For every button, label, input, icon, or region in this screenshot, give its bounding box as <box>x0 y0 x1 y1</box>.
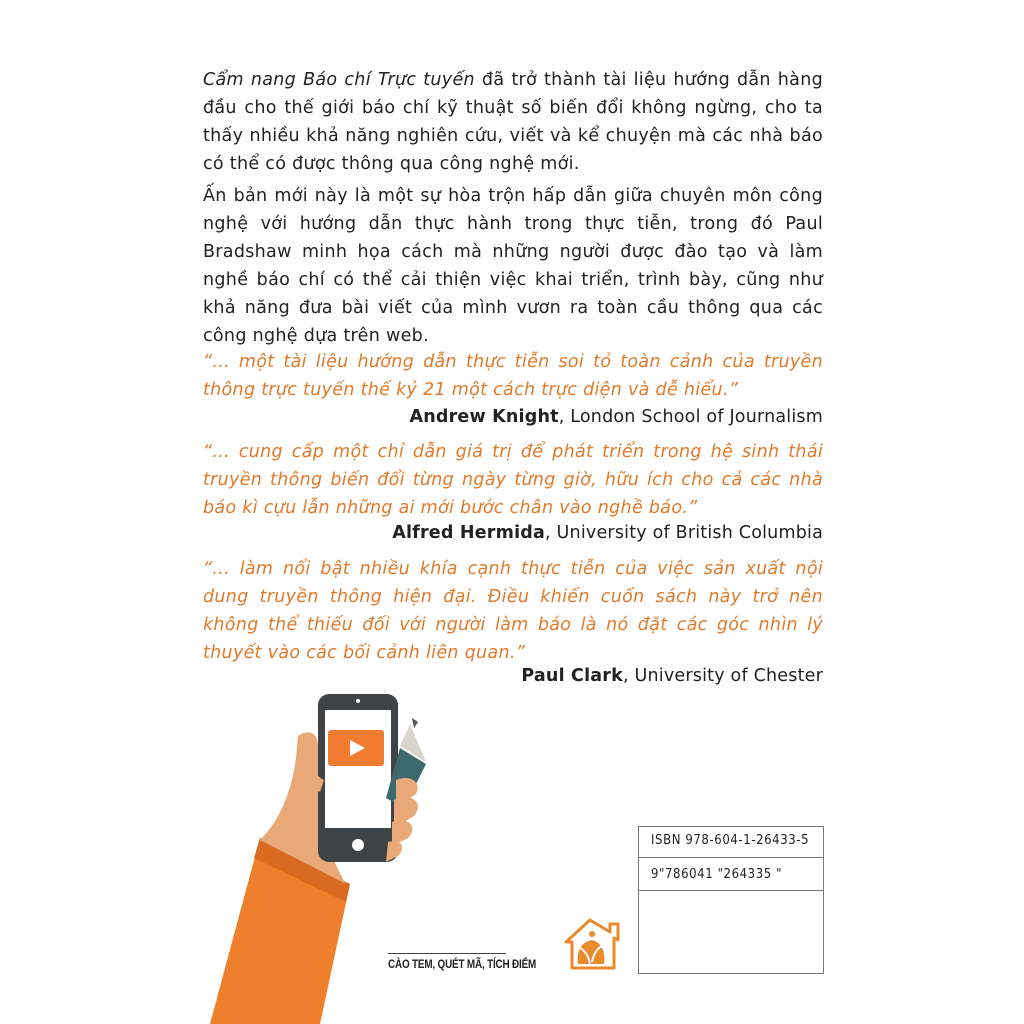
phone-icon <box>318 694 398 862</box>
intro-paragraph-1-text: đã trở thành tài liệu hướng dẫn hàng đầu cho thế giới báo chí kỹ thuật số biến đổi không ngừng, cho ta thấy nhiều khả năng nghiên cứu, viết và kể chuyện mà các nhà báo có thể có được thông qua công nghệ mới. <box>203 70 823 174</box>
review-author-3: Paul Clark <box>521 666 623 686</box>
barcode-text: 9"786041 "264335 " <box>651 867 783 882</box>
review-attribution-2 <box>392 519 823 547</box>
promo-label: CÀO TEM, QUÉT MÃ, TÍCH ĐIỂM <box>388 953 506 971</box>
review-quote-2: “... cung cấp một chỉ dẫn giá trị để phát triển trong hệ sinh thái truyền thông biến đổi từng ngày từng giờ, hữu ích cho cả các nhà báo kì cựu lẫn những ai mới bước chân vào nghề báo.” <box>203 442 823 518</box>
review-quote-3: “... làm nổi bật nhiều khía cạnh thực tiễn của việc sản xuất nội dung truyền thông hiện đại. Điều khiến cuốn sách này trở nên không thể thiếu đối với người làm báo là nó đặt các góc nhìn lý thuyết vào các bối cảnh liên quan.” <box>203 559 823 663</box>
review-attribution-3 <box>521 662 823 690</box>
intro-paragraph-1 <box>203 66 823 178</box>
isbn-divider <box>639 857 823 858</box>
video-play-icon <box>328 730 384 766</box>
review-attribution-1 <box>409 403 823 431</box>
review-affiliation-2: , University of British Columbia <box>545 523 823 543</box>
isbn-divider <box>639 890 823 891</box>
review-quote-1: “... một tài liệu hướng dẫn thực tiễn soi tỏ toàn cảnh của truyền thông trực tuyến thế kỷ 21 một cách trực diện và dễ hiểu.” <box>203 352 823 400</box>
review-author-1: Andrew Knight <box>409 407 559 427</box>
isbn-box <box>638 826 824 974</box>
intro-paragraph-2: Ấn bản mới này là một sự hòa trộn hấp dẫn giữa chuyên môn công nghệ với hướng dẫn thực hành trong thực tiễn, trong đó Paul Bradshaw minh họa cách mà những người được đào tạo và làm nghề báo chí có thể cải thiện việc khai triển, trình bày, cũng như khả năng đưa bài viết của mình vươn ra toàn cầu thông qua các công nghệ dựa trên web. <box>203 186 823 346</box>
publisher-logo-icon <box>560 912 624 976</box>
book-title: Cẩm nang Báo chí Trực tuyến <box>203 70 475 90</box>
review-author-2: Alfred Hermida <box>392 523 546 543</box>
isbn-number: ISBN 978-604-1-26433-5 <box>651 833 810 848</box>
review-affiliation-1: , London School of Journalism <box>558 407 823 427</box>
review-affiliation-3: , University of Chester <box>622 666 823 686</box>
phone-hand-illustration <box>200 688 440 1024</box>
